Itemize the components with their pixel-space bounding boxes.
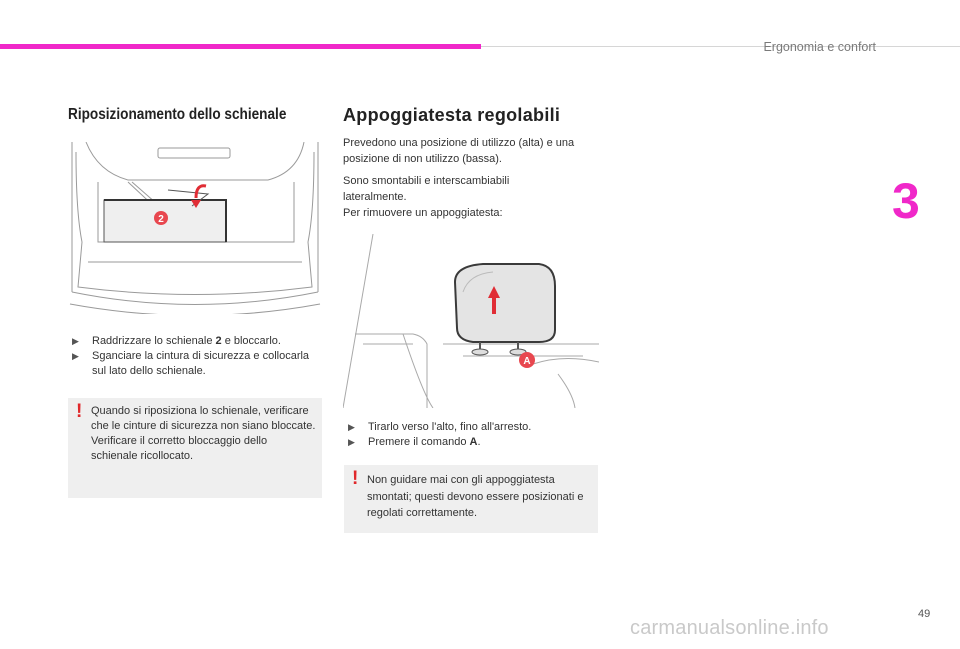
watermark: carmanualsonline.info [630, 617, 829, 639]
trunk-backrest-illustration [68, 142, 322, 314]
header-accent-bar [0, 44, 481, 49]
left-heading: Riposizionamento dello schienale [68, 106, 287, 123]
headrest-illustration [343, 234, 599, 408]
right-instructions [346, 420, 596, 450]
list-item: ▶ Sganciare la cintura di sicurezza e collocarla sul lato dello schienale. [72, 350, 310, 377]
paragraph: Per rimuovere un appoggiatesta: [343, 207, 503, 219]
paragraph: Sono smontabili e interscambiabili lateralmente. [343, 175, 510, 203]
page-number: 49 [918, 608, 931, 620]
warning-text: Non guidare mai con gli appoggiatesta smontati; questi devono essere posizionati e regolati correttamente. [367, 474, 584, 519]
paragraph: Prevedono una posizione di utilizzo (alta) e una posizione di non utilizzo (bassa). [343, 137, 575, 165]
left-warning-box [68, 398, 322, 498]
warning-text: Quando si riposiziona lo schienale, verificare che le cinture di sicurezza non siano bloccate. Verificare il corretto bloccaggio dello schienale ricollocato. [91, 405, 316, 462]
arrow-bullet-icon: ▶ [348, 422, 355, 432]
header-divider [481, 46, 960, 47]
right-warning-box [344, 465, 598, 533]
arrow-bullet-icon: ▶ [72, 336, 79, 346]
left-instructions [70, 334, 320, 379]
chapter-number: 3 [892, 173, 920, 229]
list-item: ▶ Raddrizzare lo schienale 2 e bloccarlo. [72, 335, 281, 347]
list-item: ▶ Premere il comando A. [348, 436, 481, 448]
right-heading: Appoggiatesta regolabili [343, 105, 561, 125]
arrow-bullet-icon: ▶ [348, 437, 355, 447]
exclamation-warning-icon: ! [76, 401, 83, 422]
exclamation-warning-icon: ! [352, 468, 359, 489]
list-item: ▶ Tirarlo verso l'alto, fino all'arresto. [348, 421, 532, 433]
label-a: A [523, 356, 531, 367]
label-2: 2 [158, 214, 164, 225]
section-title: Ergonomia e confort [763, 40, 876, 54]
arrow-bullet-icon: ▶ [72, 351, 79, 361]
